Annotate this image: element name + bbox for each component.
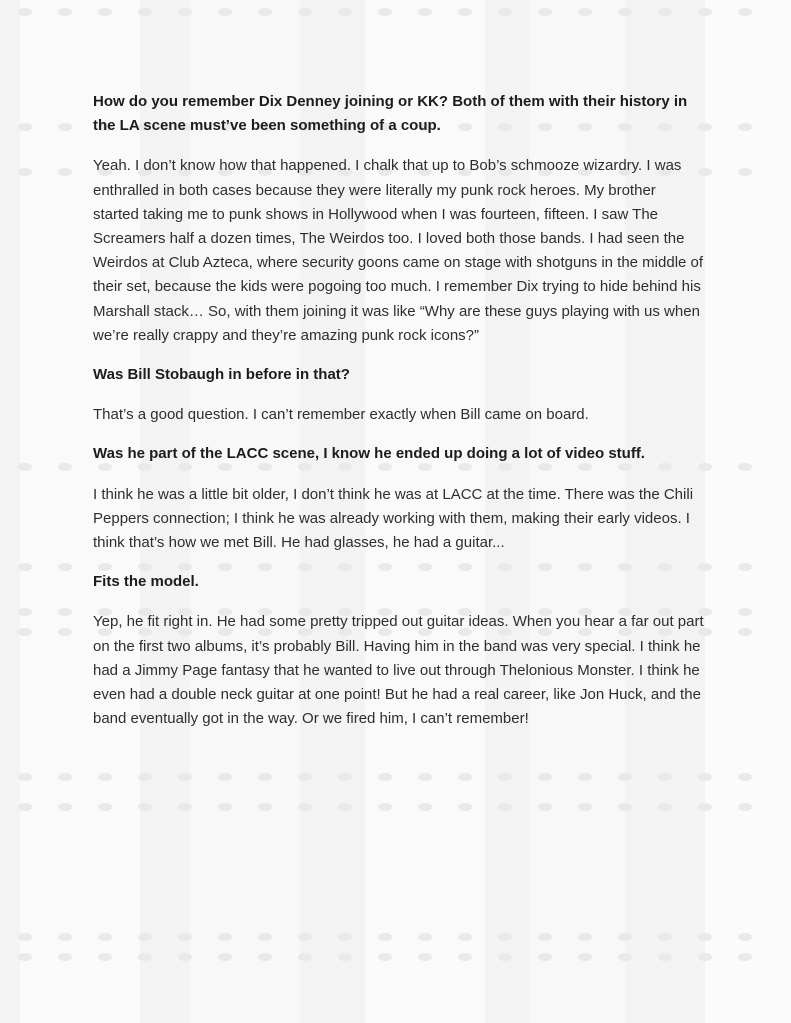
question-bill-stobaugh: Was Bill Stobaugh in before in that? <box>93 366 350 384</box>
answer-lacc-scene: I think he was a little bit older, I don’t think he was at LACC at the time. There was the Chili Peppers connection; I think he was already working with them, making their early videos. I think that’s how we met Bill. He had glasses, he had a guitar... <box>93 485 694 552</box>
question-lacc-scene: Was he part of the LACC scene, I know he ended up doing a lot of video stuff. <box>93 445 645 463</box>
answer-bill-stobaugh: That’s a good question. I can’t remember exactly when Bill came on board. <box>93 406 589 424</box>
answer-dix-denney: Yeah. I don’t know how that happened. I chalk that up to Bob’s schmooze wizardry. I was enthralled in both cases because they were literally my punk rock heroes. My brother started taking me to punk shows in Hollywood when I was fourteen, fifteen. I saw The Screamers half a dozen times, The Weirdos too. I loved both those bands. I had seen the Weirdos at Club Azteca, where security goons came on stage with shotguns in the middle of their set, because the kids were pogoing too much. I remember Dix trying to hide behind his Marshall stack… So, with them joining it was like “Why are these guys playing with us when we’re really crappy and they’re amazing punk rock icons?” <box>93 157 704 344</box>
question-dix-denney: How do you remember Dix Denney joining or KK? Both of them with their history in the LA scene must’ve been something of a coup. <box>93 93 688 135</box>
interview-article <box>93 90 705 731</box>
question-fits-the-model: Fits the model. <box>93 573 199 591</box>
answer-fits-the-model: Yep, he fit right in. He had some pretty tripped out guitar ideas. When you hear a far out part on the first two albums, it’s probably Bill. Having him in the band was very special. I think he had a Jimmy Page fantasy that he wanted to live out through Thelonious Monster. I think he even had a double neck guitar at one point! But he had a real career, like Jon Huck, and the band eventually got in the way. Or we fired him, I can’t remember! <box>93 613 704 728</box>
